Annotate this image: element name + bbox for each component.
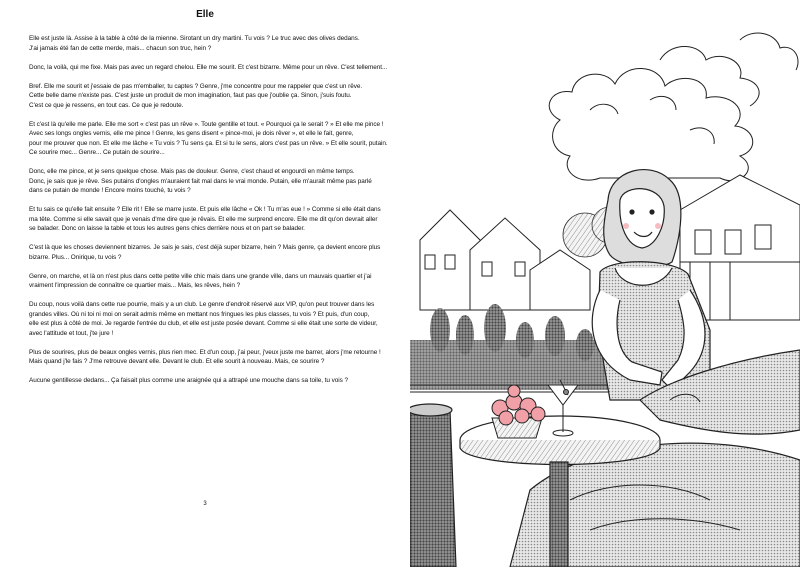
text-line: C'est ce que je ressens, en tout cas. Ce que je redoute. <box>29 101 184 109</box>
text-line: Donc, elle me pince, et je sens quelque chose. Mais pas de douleur. Genre, c'est chaud et engourdi en même temps. <box>29 168 355 175</box>
text-line: Genre, on marche, et là on n'est plus dans cette petite ville chic mais dans une grande ville, dans un mauvais quartier et j'ai <box>29 272 372 280</box>
story-paragraph <box>29 300 399 338</box>
story-paragraph <box>29 243 399 262</box>
story-paragraph <box>29 34 399 53</box>
comic-illustration <box>410 0 800 567</box>
text-line: Et c'est là qu'elle me parle. Elle me sort « c'est pas un rêve ». Toute gentille et tout. « Pourquoi ça le serait ? » Et elle me pince ! <box>29 120 384 128</box>
story-paragraph <box>29 272 399 291</box>
text-line: dans ce putain de monde ! Encore moins touché, tu vois ? <box>29 187 191 194</box>
text-line: Donc, je sais que je rêve. Ses putains d'ongles m'auraient fait mal dans le vrai monde. Putain, elle m'aurait même pas parlé <box>29 177 372 185</box>
story-paragraph <box>29 167 399 196</box>
text-line: se balader. Donc on laisse la table et tous les autres gens chics derrière nous et on part se balader. <box>29 225 305 232</box>
story-paragraph <box>29 376 399 386</box>
text-line: elle est plus à côté de moi. Je regarde l'entrée du club, et elle est juste posée devant. Comme si elle était une sorte de videur, <box>29 320 378 327</box>
page-title: Elle <box>196 9 214 20</box>
text-line: C'est là que les choses deviennent bizarres. Je sais je sais, c'est déjà super bizarre, hein ? Mais genre, ça devient encore plus <box>29 244 381 251</box>
story-paragraph <box>29 348 399 367</box>
story-paragraph <box>29 120 399 158</box>
text-line: Cette belle dame n'existe pas. C'est juste un produit de mon imagination, faut pas que j'oublie ça. Sinon, j'suis foutu. <box>29 92 352 99</box>
text-line: J'ai jamais été fan de cette merde, mais... chacun son truc, hein ? <box>29 44 212 52</box>
text-line: Avec ses longs ongles vernis, elle me pince ! Genre, les gens disent « pince-moi, je dois rêver », et elle le fait, genre, <box>29 130 354 137</box>
story-paragraph <box>29 82 399 111</box>
text-line: Et tu sais ce qu'elle fait ensuite ? Elle rit ! Elle se marre juste. Et puis elle lâche « Ok ! Tu m'as eue ! » Comme si elle était dans <box>29 206 381 213</box>
text-line: Donc, la voilà, qui me fixe. Mais pas avec un regard chelou. Elle me sourit. Et c'est bizarre. Même pour un rêve. C'est tellement... <box>29 63 388 71</box>
text-line: bizarre. Plus... Onirique, tu vois ? <box>29 253 122 261</box>
text-line: Elle est juste là. Assise à la table à côté de la mienne. Sirotant un dry martini. Tu vois ? Le truc avec des olives dedans. <box>29 35 360 42</box>
page-number: 3 <box>203 501 207 507</box>
text-line: Mais quand j'le fais ? J'me retrouve devant elle. Devant le club. Et elle sourit à nouveau. Mais, ce sourire ? <box>29 358 325 365</box>
story-paragraph <box>29 63 399 73</box>
text-line: Plus de sourires, plus de beaux ongles vernis, plus rien mec. Et d'un coup, j'ai peur, j'veux juste me barrer, alors j'me retourne ! <box>29 348 381 356</box>
text-line: Du coup, nous voilà dans cette rue pourrie, mais y a un club. Le genre d'endroit réservé aux VIP, qu'on peut trouver dans les <box>29 301 375 308</box>
text-line: Ce sourire mec... Genre... Ce putain de sourire... <box>29 149 165 156</box>
text-line: vraiment l'impression de connaître ce quartier mais... Mais, les rêves, hein ? <box>29 282 241 289</box>
text-line: Bref. Elle me sourit et j'essaie de pas m'emballer, tu captes ? Genre, j'me concentre pour me rappeler que c'est un rêve. <box>29 82 363 90</box>
story-paragraph <box>29 205 399 234</box>
text-line: pour me prouver que non. Et elle me lâche « Tu vois ? Tu sens ça. Et si tu le sens, alors c'est pas un rêve. » Et elle sourit, putain. <box>29 139 388 147</box>
text-line: avec l'attitude et tout, j'te jure ! <box>29 329 114 337</box>
text-line: Aucune gentillesse dedans... Ça faisait plus comme une araignée qui a attrapé une mouche dans sa toile, tu vois ? <box>29 377 349 384</box>
comic-illustration-icon <box>410 0 800 567</box>
text-line: ma tête. Comme si elle savait que je venais d'me dire que je rêvais. Et elle me surprend encore. Elle me dit qu'on devrait aller <box>29 215 378 223</box>
text-line: grandes villes. Où ni toi ni moi on serait admis même en mettant nos fringues les plus classes, tu vois ? Et puis, d'un coup, <box>29 310 370 318</box>
story-text <box>29 34 399 395</box>
